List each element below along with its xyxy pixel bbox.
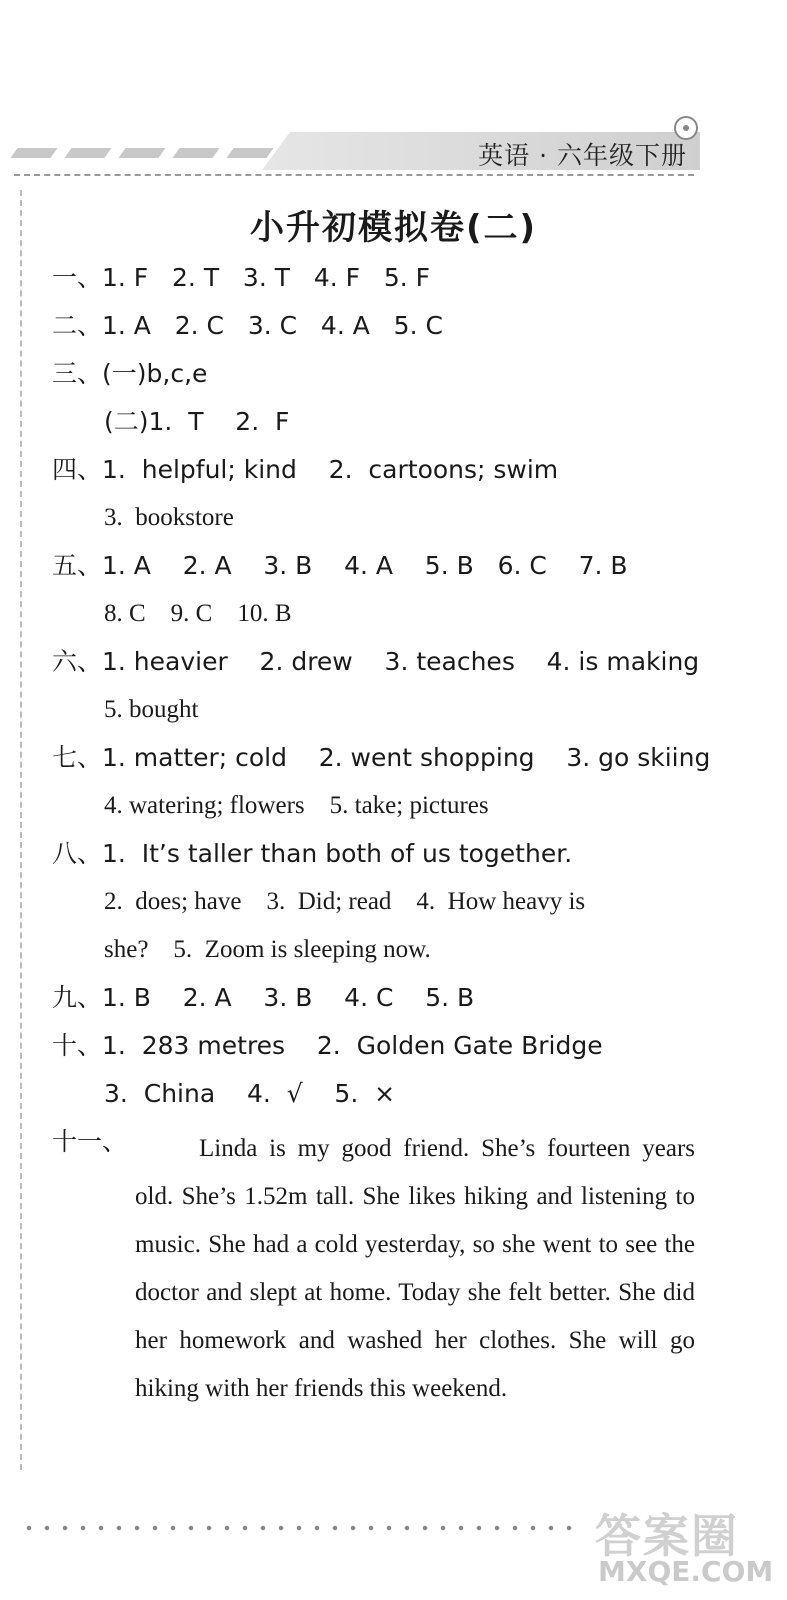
header-divider <box>14 174 694 176</box>
answer-section-3a: 三、(一)b,c,e <box>52 359 208 388</box>
answer-section-5b: 8. C 9. C 10. B <box>104 600 292 627</box>
answer-section-3b: (二)1. T 2. F <box>104 407 290 436</box>
answer-section-11-essay: Linda is my good friend. She’s fourteen years old. She’s 1.52m tall. She likes hiking and listening to music. She had a cold yesterday, so she went to see the doctor and slept at home. Today she felt better. She did her homework and washed her clothes. She will go hiking with her friends this weekend. <box>135 1135 695 1402</box>
watermark-logo: 答案圈 <box>595 1509 739 1563</box>
answer-section-11-label: 十一、 <box>52 1127 128 1156</box>
answer-section-9: 九、1. B 2. A 3. B 4. C 5. B <box>52 983 475 1012</box>
left-margin-rule <box>20 190 22 1470</box>
answer-section-5a: 五、1. A 2. A 3. B 4. A 5. B 6. C 7. B <box>52 551 628 580</box>
answer-section-10b: 3. China 4. √ 5. × <box>104 1079 396 1108</box>
answer-section-1: 一、1. F 2. T 3. T 4. F 5. F <box>52 263 431 292</box>
answer-section-2: 二、1. A 2. C 3. C 4. A 5. C <box>52 311 443 340</box>
answer-section-7b: 4. watering; flowers 5. take; pictures <box>104 792 489 819</box>
answer-section-4a: 四、1. helpful; kind 2. cartoons; swim <box>52 455 559 484</box>
answer-section-6b: 5. bought <box>104 696 199 723</box>
footer-dot-row <box>20 1520 580 1536</box>
watermark-url: MXQE.COM <box>598 1555 774 1588</box>
answer-section-10a: 十、1. 283 metres 2. Golden Gate Bridge <box>52 1031 603 1060</box>
header-circle-icon <box>674 116 698 140</box>
answer-section-7a: 七、1. matter; cold 2. went shopping 3. go skiing <box>52 743 711 772</box>
answer-section-8c: she? 5. Zoom is sleeping now. <box>104 936 431 963</box>
header-stripes <box>14 148 270 160</box>
answer-section-6a: 六、1. heavier 2. drew 3. teaches 4. is making <box>52 647 700 676</box>
page-title: 小升初模拟卷(二) <box>249 208 538 248</box>
answer-section-4b: 3. bookstore <box>104 504 234 531</box>
answer-section-8b: 2. does; have 3. Did; read 4. How heavy is <box>104 888 586 915</box>
header-subject: 英语 · 六年级下册 <box>478 141 687 170</box>
answer-section-8a: 八、1. It’s taller than both of us together. <box>52 839 573 868</box>
